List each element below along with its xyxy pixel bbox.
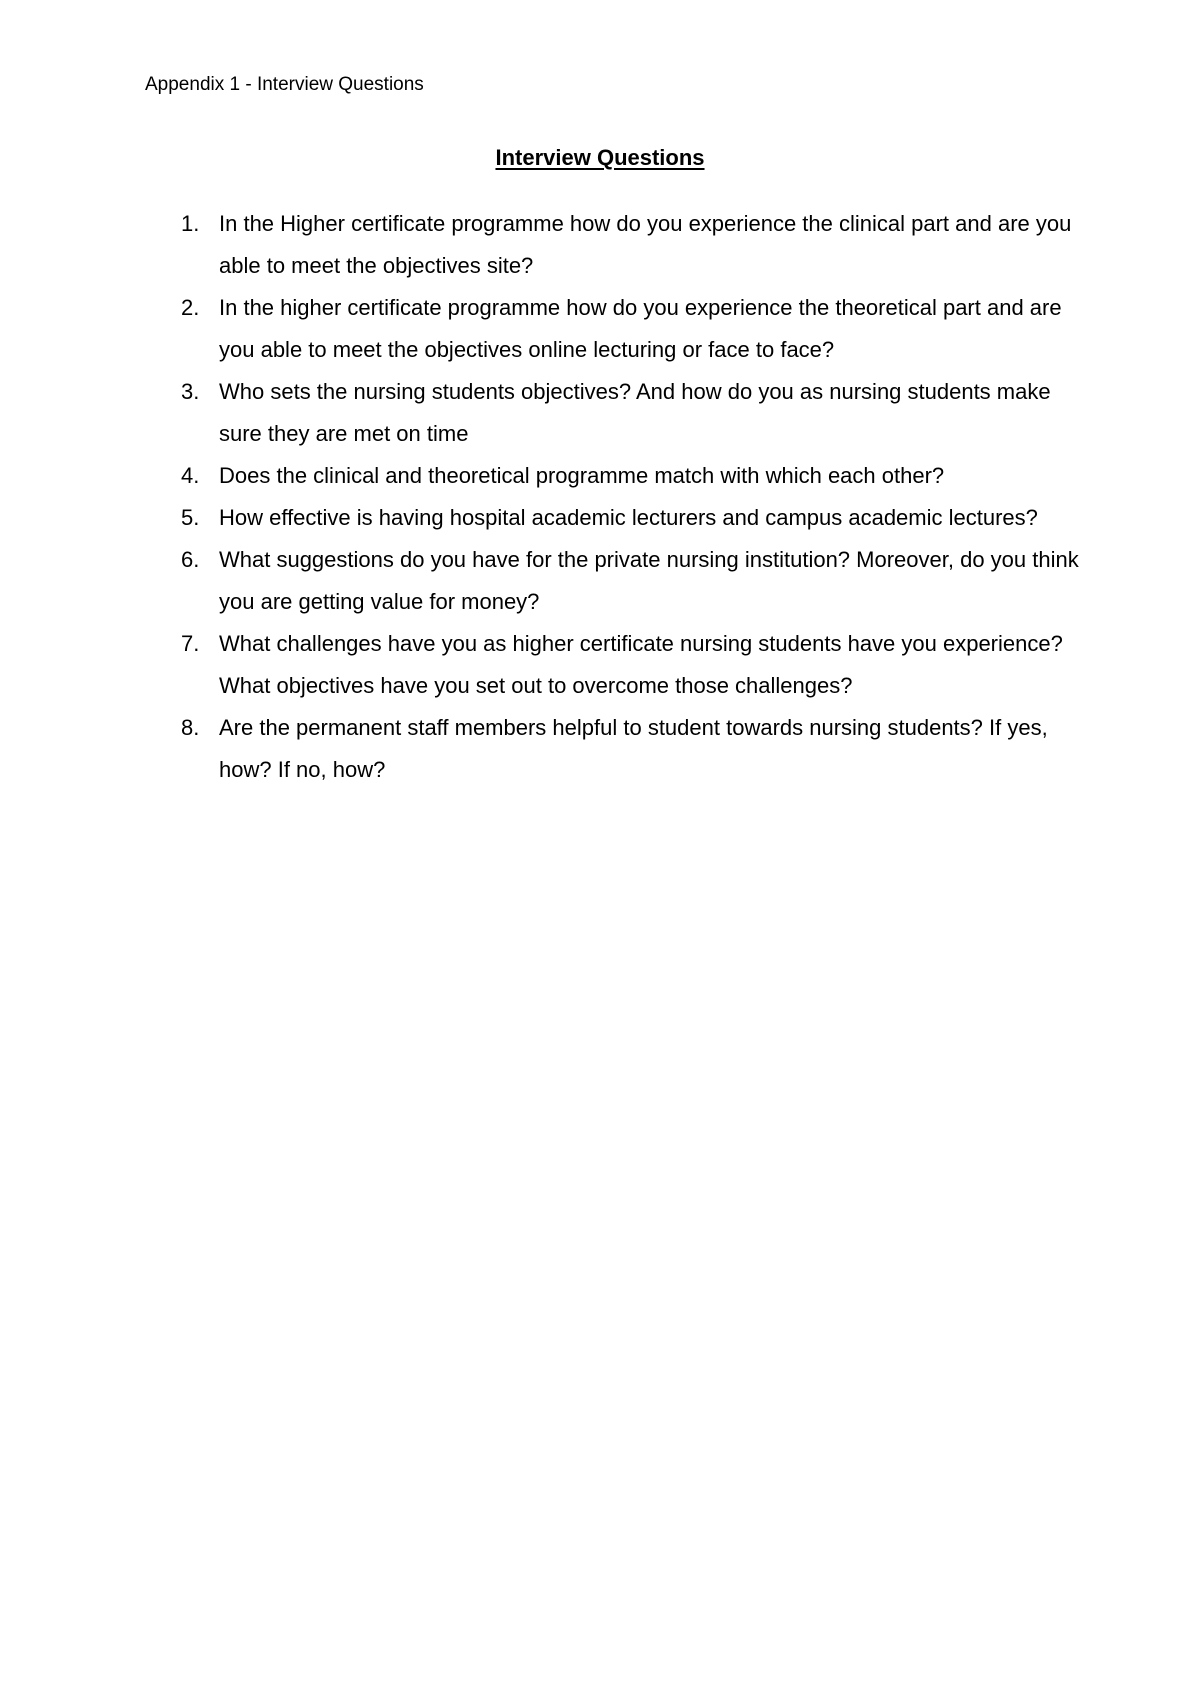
question-number: 2. [181, 295, 200, 320]
question-text: Are the permanent staff members helpful to student towards nursing students? If yes, how? If no, how? [219, 715, 1048, 782]
question-item-7 [181, 623, 1081, 707]
question-item-8 [181, 707, 1081, 791]
question-text: In the Higher certificate programme how do you experience the clinical part and are you able to meet the objectives site? [219, 211, 1072, 278]
question-item-3 [181, 371, 1081, 455]
running-header: Appendix 1 - Interview Questions [145, 74, 424, 95]
question-text: How effective is having hospital academic lecturers and campus academic lectures? [219, 505, 1038, 530]
question-number: 1. [181, 211, 200, 236]
question-item-4 [181, 455, 1081, 497]
question-text: In the higher certificate programme how do you experience the theoretical part and are you able to meet the objectives online lecturing or face to face? [219, 295, 1062, 362]
page-title: Interview Questions [495, 145, 705, 170]
question-text: Who sets the nursing students objectives? And how do you as nursing students make sure they are met on time [219, 379, 1051, 446]
question-number: 6. [181, 547, 200, 572]
question-number: 5. [181, 505, 200, 530]
question-item-6 [181, 539, 1081, 623]
question-item-5 [181, 497, 1081, 539]
question-number: 3. [181, 379, 200, 404]
question-number: 8. [181, 715, 200, 740]
question-item-2 [181, 287, 1081, 371]
question-text: What suggestions do you have for the private nursing institution? Moreover, do you think you are getting value for money? [219, 547, 1079, 614]
question-item-1 [181, 203, 1081, 287]
question-number: 4. [181, 463, 200, 488]
question-number: 7. [181, 631, 200, 656]
question-list [181, 203, 1081, 791]
question-text: Does the clinical and theoretical programme match with which each other? [219, 463, 945, 488]
question-text: What challenges have you as higher certificate nursing students have you experience? What objectives have you set out to overcome those challenges? [219, 631, 1063, 698]
